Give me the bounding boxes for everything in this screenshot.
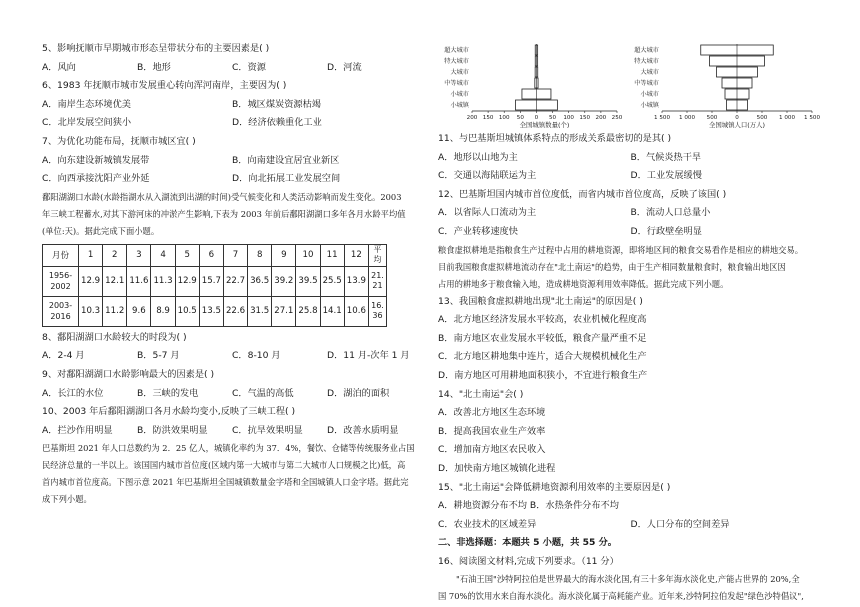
table-header-cell: 1: [79, 244, 103, 266]
passage-pakistan-line-1: 巴基斯坦 2021 年人口总数约为 2．25 亿人，城镇化率约为 37．4%，餐饮、仓储等传统服务业占国: [42, 443, 415, 454]
table-cell: 31.5: [248, 296, 272, 326]
question-11-options: [438, 149, 823, 168]
table-cell: 10.3: [79, 296, 103, 326]
question-15-stem: 15、"北土南运"会降低耕地资源利用效率的主要原因是( ): [438, 481, 671, 493]
table-cell: 14.1: [320, 296, 344, 326]
option-c[interactable]: C．北岸发展空间狭小: [42, 117, 132, 129]
option-b[interactable]: B．5-7 月: [137, 350, 180, 362]
question-11-options-2: [438, 167, 823, 186]
option-b[interactable]: B．南方地区农业发展水平较低，粮食产量严重不足: [438, 332, 647, 344]
passage-saudi-line-2: 国 70%的饮用水来自海水淡化。海水淡化属于高耗能产业。近年来,沙特阿拉伯发起"绿色沙特倡议",: [438, 591, 804, 602]
option-a[interactable]: A．以省际人口流动为主: [438, 207, 537, 219]
table-cell: 27.1: [272, 296, 296, 326]
tick-label: 0: [534, 115, 539, 121]
question-12-options: [438, 204, 823, 223]
question-14-stem: 14、"北土南运"会( ): [438, 388, 524, 400]
option-a[interactable]: A．改善北方地区生态环境: [438, 407, 546, 419]
tick-label: 1 000: [778, 115, 796, 121]
table-cell: 36.5: [248, 266, 272, 296]
category-label: 小城市: [640, 91, 659, 98]
table-cell: 13.5: [199, 296, 223, 326]
category-label: 特大城市: [634, 58, 659, 65]
option-a[interactable]: A．南岸生态环境优美: [42, 98, 131, 110]
table-cell: 11.6: [127, 266, 151, 296]
table-header-cell: 平均: [369, 244, 387, 266]
table-header-cell: 8: [248, 244, 272, 266]
option-a[interactable]: A．风向: [42, 61, 76, 73]
option-c[interactable]: C．8-10 月: [232, 350, 281, 362]
option-a[interactable]: A．拦沙作用明显: [42, 424, 113, 436]
passage-virtual-land-line-3: 占用的耕地多于粮食输入地，造成耕地资源利用效率降低。据此完成下列小题。: [438, 278, 729, 289]
table-cell: 12.9: [79, 266, 103, 296]
passage-pakistan-line-3: 首内城市首位度高。下图示意 2021 年巴基斯坦全国城镇数量金字塔和全国城镇人口金字塔。据此完: [42, 477, 409, 488]
table-header-cell: 7: [223, 244, 247, 266]
table-cell: 16.36: [369, 296, 387, 326]
table-cell: 39.5: [296, 266, 320, 296]
question-12-options-2: [438, 223, 823, 242]
option-c[interactable]: C．气温的高低: [232, 387, 294, 399]
category-label: 超大城市: [444, 47, 469, 54]
right-column: [438, 40, 823, 605]
option-b[interactable]: B．城区煤炭资源枯竭: [232, 98, 321, 110]
option-b[interactable]: B．地形: [137, 61, 171, 73]
option-d[interactable]: D．河流: [327, 61, 362, 73]
category-label: 中等城市: [444, 80, 469, 87]
table-row: [43, 266, 387, 296]
category-label: 小城镇: [450, 102, 469, 109]
section-heading: 二、非选择题：本题共 5 小题，共 55 分。: [438, 537, 617, 549]
table-header-cell: 2: [103, 244, 127, 266]
tick-label: 250: [611, 115, 623, 121]
option-c[interactable]: C．向西承接沈阳产业外延: [42, 173, 150, 185]
option-c[interactable]: C．北方地区耕地集中连片，适合大规模机械化生产: [438, 351, 647, 363]
question-8-stem: 8、鄱阳湖湖口水龄较大的时段为( ): [42, 331, 187, 343]
table-cell: 12.9: [175, 266, 199, 296]
tick-label: 100: [498, 115, 510, 121]
table-cell: 25.8: [296, 296, 320, 326]
table-header-row: [43, 244, 387, 266]
table-header-cell: 12: [344, 244, 368, 266]
option-d[interactable]: D．行政壁垒明显: [630, 225, 702, 237]
tick-label: 100: [563, 115, 575, 121]
category-label: 超大城市: [634, 47, 659, 54]
tick-label: 200: [466, 115, 478, 121]
option-c[interactable]: C．资源: [232, 61, 266, 73]
question-16-stem: 16、阅读图文材料,完成下列要求。（11 分）: [438, 555, 619, 567]
table-cell: 25.5: [320, 266, 344, 296]
table-cell-period: 2003-2016: [43, 296, 79, 326]
passage-virtual-land-line-2: 目前我国粮食虚拟耕地流动存在"北土南运"的趋势，由于生产相同数量粮食时，粮食输出地区因: [438, 261, 786, 272]
option-c[interactable]: C．农业技术的区域差异: [438, 518, 537, 530]
question-7-stem: 7、为优化功能布局，抚顺市城区宜( ): [42, 135, 196, 147]
option-d[interactable]: D．改善水质明显: [327, 424, 399, 436]
option-d[interactable]: D．工业发展缓慢: [630, 170, 702, 182]
category-label: 大城市: [450, 69, 469, 76]
table-cell: 10.6: [344, 296, 368, 326]
option-d[interactable]: D．11 月-次年 1 月: [327, 350, 410, 362]
table-cell: 11.2: [103, 296, 127, 326]
option-a[interactable]: A．长江的水位: [42, 387, 104, 399]
table-header-cell: 10: [296, 244, 320, 266]
option-b[interactable]: B．向南建设宜居宜业新区: [232, 154, 340, 166]
table-header-cell: 6: [199, 244, 223, 266]
question-9-options: [42, 385, 422, 404]
option-b[interactable]: B．气候炎热干旱: [630, 151, 702, 163]
category-label: 中等城市: [634, 80, 659, 87]
passage-virtual-land-line-1: 粮食虚拟耕地是指粮食生产过程中占用的耕地资源，即将地区间的粮食交易看作是相应的耕地交易。: [438, 244, 804, 255]
table-cell: 39.2: [272, 266, 296, 296]
table-header-cell: 5: [175, 244, 199, 266]
tick-label: 1 500: [803, 115, 821, 121]
question-10-stem: 10、2003 年后鄱阳湖湖口各月水龄均变小,反映了三峡工程( ): [42, 406, 296, 418]
table-cell: 9.6: [127, 296, 151, 326]
passage-pakistan-line-2: 民经济总量的一半以上。该国国内城市首位度(区域内第一大城市与第二大城市人口规模之比)低，高: [42, 460, 406, 471]
category-label: 特大城市: [444, 58, 469, 65]
table-cell: 8.9: [151, 296, 175, 326]
passage-poyang-line-3: (单位:天)。据此完成下面小题。: [42, 225, 160, 236]
option-c[interactable]: C．抗旱效果明显: [232, 424, 303, 436]
question-8-options: [42, 347, 422, 366]
category-label: 大城市: [640, 69, 659, 76]
table-header-cell: 9: [272, 244, 296, 266]
question-15-options: [438, 516, 823, 535]
table-header-cell: 月份: [43, 244, 79, 266]
table-cell: 21.21: [369, 266, 387, 296]
option-b[interactable]: B．流动人口总量小: [630, 207, 711, 219]
tick-label: 0: [735, 115, 739, 121]
option-b[interactable]: B．防洪效果明显: [137, 424, 208, 436]
option-a[interactable]: A．地形以山地为主: [438, 151, 518, 163]
tick-label: 150: [482, 115, 494, 121]
option-d[interactable]: D．人口分布的空间差异: [630, 518, 730, 530]
water-age-table: [42, 244, 387, 327]
tick-label: 50: [516, 115, 524, 121]
question-11-stem: 11、与巴基斯坦城镇体系特点的形成关系最密切的是其( ): [438, 133, 672, 144]
category-label: 小城镇: [640, 102, 659, 109]
option-d[interactable]: D．湖泊的面积: [327, 387, 390, 399]
passage-poyang-line-2: 年三峡工程蓄水,对其下游河床的冲淤产生影响,下表为 2003 年前后鄱阳湖湖口多年各月水龄平均值: [42, 208, 406, 219]
option-c[interactable]: C．产业转移速度快: [438, 225, 518, 237]
table-row: [43, 296, 387, 326]
chart-title: 全国城镇人口(万人): [708, 121, 766, 129]
option-ab[interactable]: A．耕地资源分布不均 B．水热条件分布不均: [438, 500, 619, 512]
question-6-stem: 6、1983 年抚顺市城市发展重心转向浑河南岸，主要因为( ): [42, 80, 287, 92]
table-cell: 10.5: [175, 296, 199, 326]
question-7-options-2: [42, 170, 422, 189]
tick-label: 1 000: [678, 115, 696, 121]
table-header-cell: 11: [320, 244, 344, 266]
option-d[interactable]: D．经济依赖重化工业: [232, 117, 322, 129]
table-header-cell: 3: [127, 244, 151, 266]
option-a[interactable]: A．2-4 月: [42, 350, 85, 362]
question-5-stem: 5、影响抚顺市早期城市形态呈带状分布的主要因素是( ): [42, 43, 270, 54]
tick-label: 200: [595, 115, 607, 121]
question-12-stem: 12、巴基斯坦国内城市首位度低，而省内城市首位度高，反映了该国( ): [438, 188, 727, 200]
table-header-cell: 4: [151, 244, 175, 266]
table-cell-period: 1956-2002: [43, 266, 79, 296]
table-cell: 13.9: [344, 266, 368, 296]
town-count-pyramid-chart: [438, 40, 623, 130]
table-cell: 12.1: [103, 266, 127, 296]
table-cell: 22.6: [223, 296, 247, 326]
option-c[interactable]: C．交通以海陆联运为主: [438, 170, 537, 182]
question-13-stem: 13、我国粮食虚拟耕地出现"北土南运"的原因是( ): [438, 295, 643, 307]
tick-label: 50: [548, 115, 557, 121]
passage-poyang-line-1: 鄱阳湖湖口水龄(水龄指湖水从入湖流到出湖的时间)受气候变化和人类活动影响而发生变化。2003: [42, 191, 402, 202]
passage-saudi-line-1: "石油王国"沙特阿拉伯是世界最大的海水淡化国,有三十多年海水淡化史,产能占世界的 20%,全: [456, 574, 800, 585]
chart-title: 全国城镇数量(个): [519, 121, 570, 129]
table-cell: 15.7: [199, 266, 223, 296]
table-cell: 22.7: [223, 266, 247, 296]
option-c[interactable]: C．增加南方地区农民收入: [438, 444, 546, 456]
left-column: [42, 40, 422, 508]
option-b[interactable]: B．提高我国农业生产效率: [438, 425, 546, 437]
table-cell: 11.3: [151, 266, 175, 296]
tick-label: 1 500: [653, 115, 671, 121]
pyramid-charts: [438, 40, 823, 130]
category-label: 小城市: [450, 91, 469, 98]
option-b[interactable]: B．三峡的发电: [137, 387, 199, 399]
tick-label: 500: [756, 115, 768, 121]
question-6-options: [42, 96, 422, 115]
tick-label: 500: [706, 115, 718, 121]
option-d[interactable]: D．向北拓展工业发展空间: [232, 173, 341, 185]
question-6-options-2: [42, 114, 422, 133]
option-a[interactable]: A．向东建设新城镇发展带: [42, 154, 150, 166]
question-9-stem: 9、对鄱阳湖湖口水龄影响最大的因素是( ): [42, 368, 215, 380]
passage-pakistan-line-4: 成下列小题。: [42, 494, 92, 505]
option-d[interactable]: D．加快南方地区城镇化进程: [438, 462, 556, 474]
town-population-pyramid-chart: [628, 40, 823, 130]
option-a[interactable]: A．北方地区经济发展水平较高，农业机械化程度高: [438, 314, 647, 326]
question-5-options: [42, 59, 422, 78]
question-10-options: [42, 422, 422, 441]
tick-label: 150: [579, 115, 591, 121]
question-7-options: [42, 152, 422, 171]
option-d[interactable]: D．南方地区可用耕地面积狭小，不宜进行粮食生产: [438, 369, 648, 381]
